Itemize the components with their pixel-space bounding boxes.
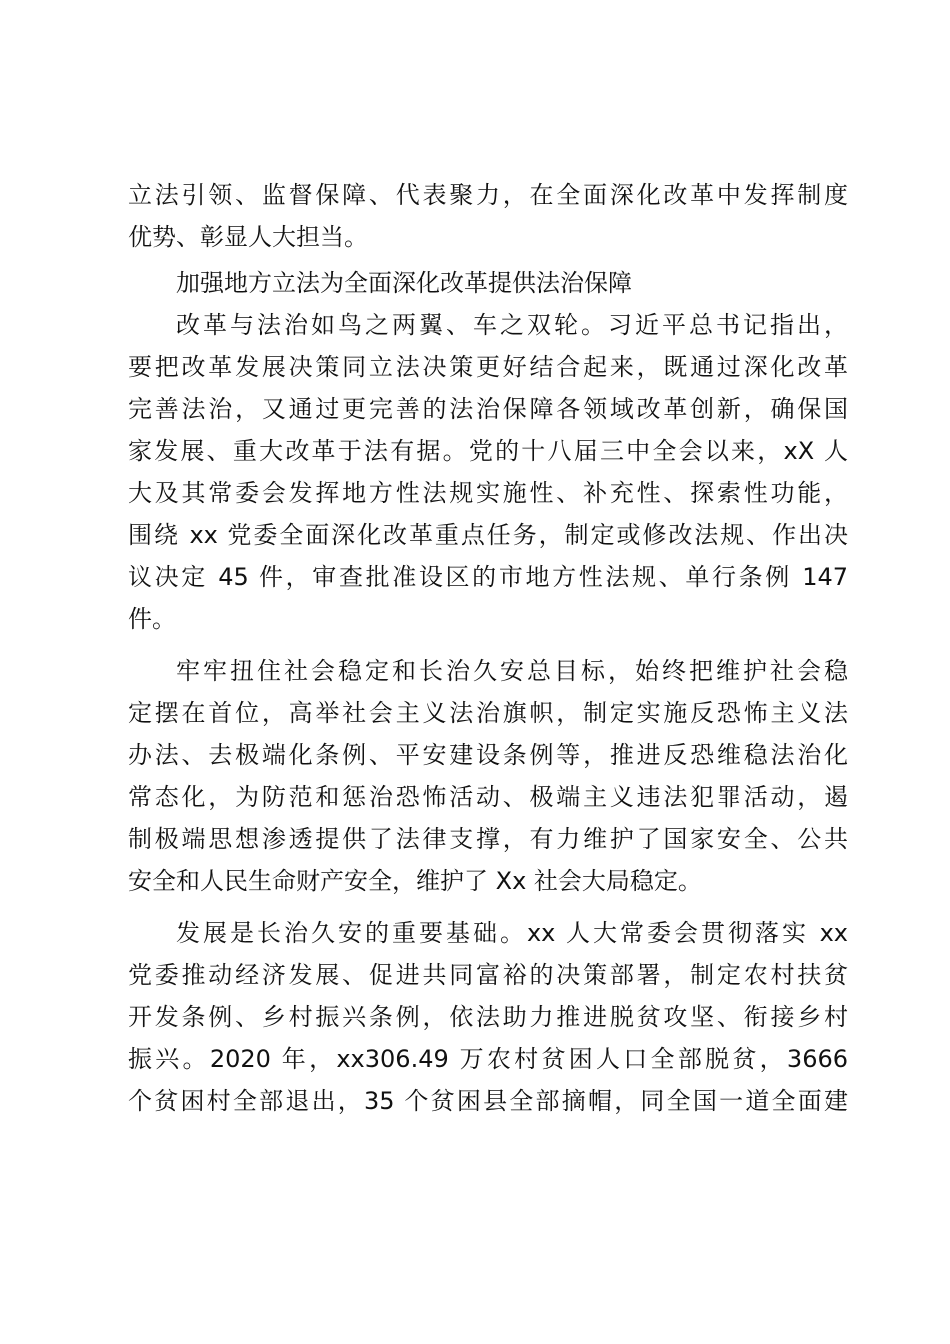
paragraph	[128, 304, 848, 640]
text-line: 常态化，为防范和惩治恐怖活动、极端主义违法犯罪活动，遏	[128, 783, 848, 811]
text-line: 振兴。2020 年，xx306.49 万农村贫困人口全部脱贫，3666	[128, 1045, 848, 1073]
paragraph-continuation	[128, 174, 848, 258]
text-line: 立法引领、监督保障、代表聚力，在全面深化改革中发挥制度	[128, 181, 848, 209]
text-line: 议决定 45 件，审查批准设区的市地方性法规、单行条例 147	[128, 563, 848, 591]
text-line: 家发展、重大改革于法有据。党的十八届三中全会以来，xX 人	[128, 437, 848, 465]
text-line: 发展是长治久安的重要基础。xx 人大常委会贯彻落实 xx	[176, 919, 848, 947]
paragraph	[128, 912, 848, 1122]
text-line: 安全和人民生命财产安全，维护了 Xx 社会大局稳定。	[128, 867, 702, 895]
text-line: 改革与法治如鸟之两翼、车之双轮。习近平总书记指出，	[176, 311, 848, 339]
text-line: 党委推动经济发展、促进共同富裕的决策部署，制定农村扶贫	[128, 961, 848, 989]
text-line: 办法、去极端化条例、平安建设条例等，推进反恐维稳法治化	[128, 741, 848, 769]
text-line: 定摆在首位，高举社会主义法治旗帜，制定实施反恐怖主义法	[128, 699, 848, 727]
text-line: 优势、彰显人大担当。	[128, 223, 368, 251]
text-line: 个贫困村全部退出，35 个贫困县全部摘帽，同全国一道全面建	[128, 1087, 848, 1115]
text-line: 大及其常委会发挥地方性法规实施性、补充性、探索性功能，	[128, 479, 848, 507]
text-line: 牢牢扭住社会稳定和长治久安总目标，始终把维护社会稳	[176, 657, 848, 685]
text-line: 要把改革发展决策同立法决策更好结合起来，既通过深化改革	[128, 353, 848, 381]
text-line: 完善法治，又通过更完善的法治保障各领域改革创新，确保国	[128, 395, 848, 423]
text-line: 开发条例、乡村振兴条例，依法助力推进脱贫攻坚、衔接乡村	[128, 1003, 848, 1031]
text-line: 件。	[128, 605, 176, 633]
document-body	[128, 174, 848, 1122]
heading-line: 加强地方立法为全面深化改革提供法治保障	[176, 269, 632, 297]
text-line: 制极端思想渗透提供了法律支撑，有力维护了国家安全、公共	[128, 825, 848, 853]
paragraph	[128, 650, 848, 902]
text-line: 围绕 xx 党委全面深化改革重点任务，制定或修改法规、作出决	[128, 521, 848, 549]
section-heading	[128, 262, 848, 304]
